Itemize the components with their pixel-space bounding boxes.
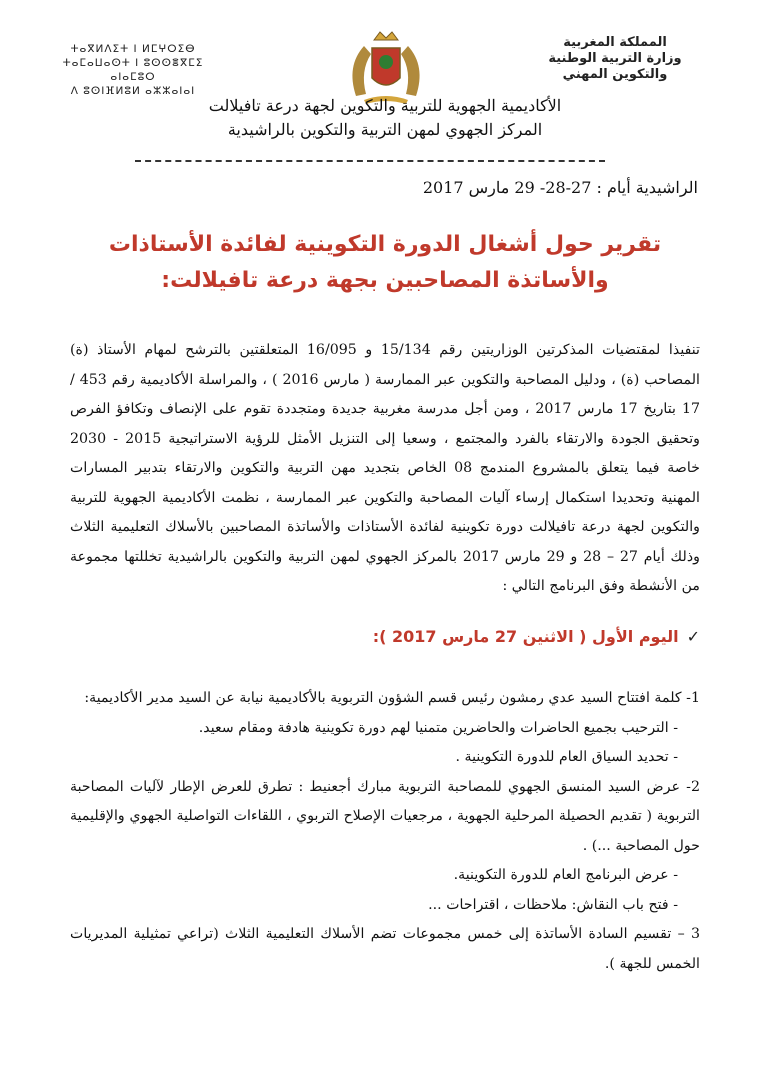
center-name: المركز الجهوي لمهن التربية والتكوين بالراشيدية <box>227 120 543 139</box>
intro-paragraph: تنفيذا لمقتضيات المذكرتين الوزاريتين رقم 15/134 و 16/095 المتعلقتين بالترشح لمهام الأستاذ (ة) المصاحب (ة) ، ودليل المصاحبة والتكوين عبر الممارسة ( مارس 2016 ) ، والمراسلة الأكاديمية رقم 453 / 17 بتاريخ 17 مارس 2017 ، ومن أجل مدرسة مغربية جديدة ومتجددة تقوم على الإنصاف وتكافؤ الفرص وتحقيق الجودة والارتقاء بالفرد والمجتمع ، وسعيا إلى التنزيل الأمثل للرؤية الاستراتيجية 2015 - 2030 خاصة فيما يتعلق بالمشروع المندمج 08 الخاص بتجديد مهن التربية والتكوين والارتقاء بتدبير المسارات المهنية وتحديدا استكمال إرساء آليات المصاحبة والتكوين عبر الممارسة ، نظمت الأكاديمية الجهوية للتربية والتكوين لجهة درعة تافيلالت دورة تكوينية لفائدة الأستاذات والأساتذة المصاحبين بالأسلاك التعليمية الثلاث وذلك أيام 27 – 28 و 29 مارس 2017 بالمركز الجهوي لمهن التربية والتكوين بالراشيدية تخللتها مجموعة من الأنشطة وفق البرنامج التالي : <box>70 342 701 594</box>
separator-line <box>135 160 605 162</box>
tifinagh-line-2: ⵜⴰⵎⴰⵡⴰⵙⵜ ⵏ ⵓⵙⵙⴻⴳⵎⵉ ⴰⵏⴰⵎⵓⵔ <box>62 57 204 83</box>
program-subitem-1b: - تحديد السياق العام للدورة التكوينية . <box>455 749 678 765</box>
program-item-3: 3 – تقسيم السادة الأساتذة إلى خمس مجموعات تضم الأسلاك التعليمية الثلاث (تراعي تمثيلية المديريات الخمس للجهة ). <box>70 926 700 972</box>
checkmark-icon: ✓ <box>686 627 700 646</box>
program-subitem-2b: - فتح باب النقاش: ملاحظات ، اقتراحات ... <box>428 896 678 913</box>
program-item-2: 2- عرض السيد المنسق الجهوي للمصاحبة التربوية مبارك أجعنيط : تطرق للعرض الإطار لآليات المصاحبة التربوية ( تقديم الحصيلة المرحلية الجهوية ، مرجعيات الإصلاح التربوي ، اللقاءات التواصلية الجهوي والإقليمية حول المصاحبة ...) . <box>70 778 700 854</box>
day-one-heading <box>100 627 700 646</box>
academy-name: الأكاديمية الجهوية للتربية والتكوين لجهة درعة تافيلالت <box>208 96 562 115</box>
ministry-header-tifinagh <box>48 42 218 98</box>
tifinagh-line-1: ⵜⴰⴳⵍⴷⵉⵜ ⵏ ⵍⵎⵖⵔⵉⴱ <box>70 43 196 55</box>
program-subitem-2a: - عرض البرنامج العام للدورة التكوينية. <box>453 867 678 883</box>
program-list <box>70 684 700 979</box>
ministry-header-arabic <box>520 35 710 83</box>
tifinagh-line-3: ⴷ ⵓⵙⵏⴼⵍⵓⵍ ⴰⵣⵣⴰⵏⴰⵏ <box>70 85 196 97</box>
date-location: الراشيدية أيام : 27-28- 29 مارس 2017 <box>422 178 698 197</box>
ministry-line-3: والتكوين المهني <box>562 67 668 82</box>
program-subitem-1a: - الترحيب بجميع الحاضرات والحاضرين متمنيا لهم دورة تكوينية هادفة ومقام سعيد. <box>198 719 678 736</box>
ministry-line-2: وزارة التربية الوطنية <box>548 51 682 66</box>
report-title-line-2: والأساتذة المصاحبين بجهة درعة تافيلالت: <box>161 268 609 293</box>
ministry-line-1: المملكة المغربية <box>563 35 667 50</box>
day-one-heading-text: اليوم الأول ( الاثنين 27 مارس 2017 ): <box>372 627 679 646</box>
moroccan-coat-of-arms-icon <box>336 26 436 106</box>
report-title-line-1: تقرير حول أشغال الدورة التكوينية لفائدة الأستاذات <box>108 232 662 257</box>
program-item-1: 1- كلمة افتتاح السيد عدي رمشون رئيس قسم الشؤون التربوية بالأكاديمية نيابة عن السيد مدير الأكاديمية: <box>84 690 700 706</box>
